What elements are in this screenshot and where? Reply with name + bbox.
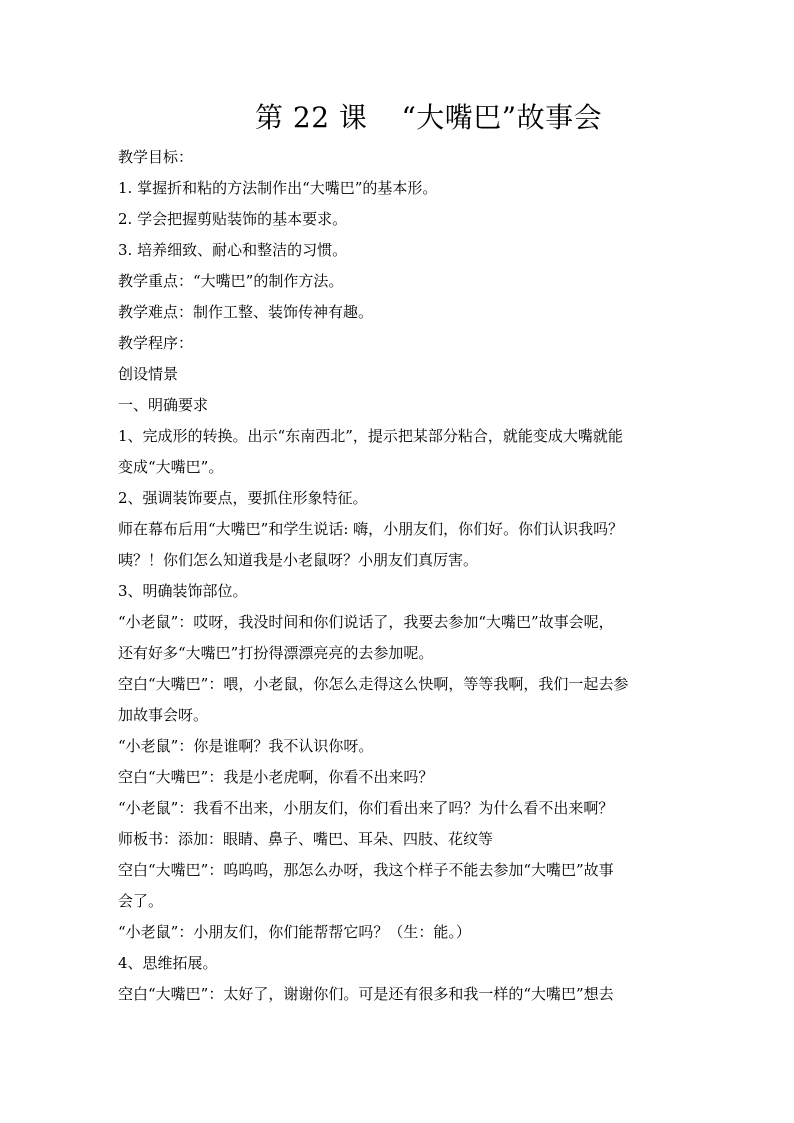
paragraph-line: 3. 培养细致、耐心和整洁的习惯。 bbox=[118, 241, 348, 259]
paragraph-line: 师在幕布后用“大嘴巴”和学生说话: 嗨，小朋友们，你们好。你们认识我吗？ bbox=[118, 520, 624, 538]
paragraph-line: 空白“大嘴巴”：喂，小老鼠，你怎么走得这么快啊，等等我啊，我们一起去参 bbox=[118, 675, 629, 693]
paragraph-line: 4、思维拓展。 bbox=[118, 954, 218, 972]
paragraph-line: 教学程序： bbox=[118, 334, 194, 352]
paragraph-line: 创设情景 bbox=[118, 365, 179, 383]
title-lesson-name: “大嘴巴”故事会 bbox=[401, 101, 603, 134]
page-title bbox=[255, 98, 675, 138]
paragraph-line: 教学重点：“大嘴巴”的制作方法。 bbox=[118, 272, 344, 290]
paragraph-line: 空白“大嘴巴”：我是小老虎啊，你看不出来吗？ bbox=[118, 768, 434, 786]
paragraph-line: “小老鼠”：你是谁啊？我不认识你呀。 bbox=[118, 737, 374, 755]
paragraph-line: “小老鼠”：哎呀，我没时间和你们说话了，我要去参加“大嘴巴”故事会呢， bbox=[118, 613, 614, 631]
paragraph-line: 3、明确装饰部位。 bbox=[118, 582, 248, 600]
paragraph-line: 师板书：添加：眼睛、鼻子、嘴巴、耳朵、四肢、花纹等 bbox=[118, 830, 494, 848]
paragraph-line: 2、强调装饰要点，要抓住形象特征。 bbox=[118, 489, 368, 507]
document-body bbox=[118, 142, 683, 1010]
paragraph-line: “小老鼠”：我看不出来，小朋友们，你们看出来了吗？为什么看不出来啊？ bbox=[118, 799, 614, 817]
paragraph-line: 还有好多“大嘴巴”打扮得漂漂亮亮的去参加呢。 bbox=[118, 644, 434, 662]
paragraph-line: 1、完成形的转换。出示“东南西北”，提示把某部分粘合，就能变成大嘴就能 bbox=[118, 427, 623, 445]
paragraph-line: 2. 学会把握剪贴装饰的基本要求。 bbox=[118, 210, 348, 228]
paragraph-line: 1. 掌握折和粘的方法制作出“大嘴巴”的基本形。 bbox=[118, 179, 438, 197]
paragraph-line: 变成“大嘴巴”。 bbox=[118, 458, 224, 476]
paragraph-line: 一、明确要求 bbox=[118, 396, 209, 414]
paragraph-line: 咦？！你们怎么知道我是小老鼠呀？小朋友们真厉害。 bbox=[118, 551, 479, 569]
title-lesson-number: 第 22 课 bbox=[255, 101, 368, 134]
paragraph-line: 会了。 bbox=[118, 892, 164, 910]
paragraph-line: 空白“大嘴巴”：呜呜呜，那怎么办呀，我这个样子不能去参加“大嘴巴”故事 bbox=[118, 861, 614, 879]
paragraph-line: 加故事会呀。 bbox=[118, 706, 209, 724]
paragraph-line: 空白“大嘴巴”：太好了，谢谢你们。可是还有很多和我一样的“大嘴巴”想去 bbox=[118, 985, 614, 1003]
paragraph-line: 教学目标： bbox=[118, 148, 194, 166]
paragraph-line: 教学难点：制作工整、装饰传神有趣。 bbox=[118, 303, 374, 321]
paragraph-line: “小老鼠”：小朋友们，你们能帮帮它吗？（生：能。） bbox=[118, 923, 471, 941]
